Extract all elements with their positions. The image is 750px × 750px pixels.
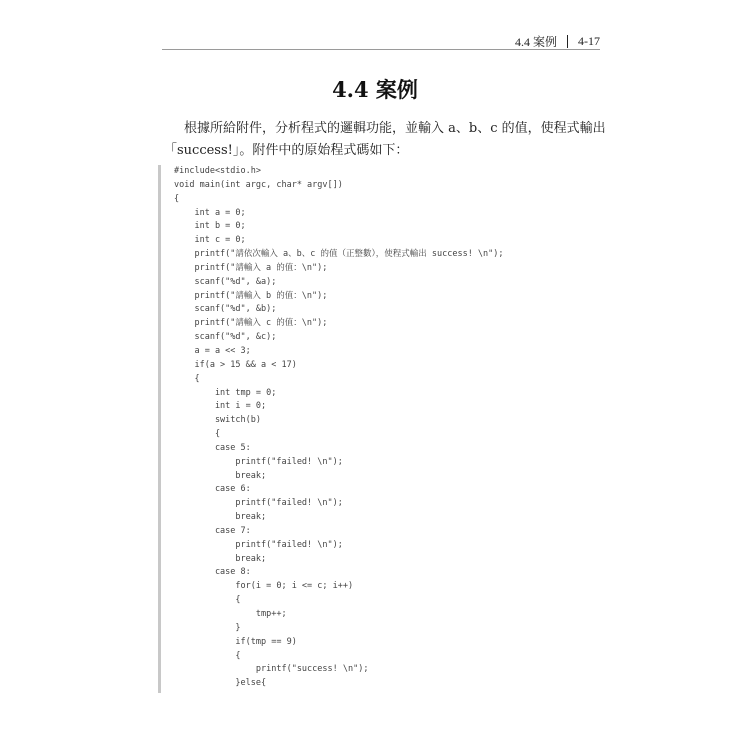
code-line: case 6:: [174, 484, 251, 495]
running-head-separator: [567, 35, 568, 48]
intro-line-1: 根據所給附件，分析程式的邏輯功能，並輸入 a、b、c 的值，使程式輸出: [184, 121, 606, 136]
code-line: {: [174, 193, 180, 204]
code-line: scanf("%d", &c);: [174, 332, 277, 343]
code-line: {: [174, 373, 200, 384]
code-line: case 5:: [174, 442, 251, 453]
header-rule: [162, 49, 600, 50]
code-line: int tmp = 0;: [174, 387, 277, 398]
code-line: printf("failed! \n");: [174, 498, 343, 509]
code-line: int a = 0;: [174, 207, 246, 218]
running-head: [515, 33, 600, 50]
code-line: printf("請輸入 c 的值：\n");: [174, 318, 328, 329]
code-line: for(i = 0; i <= c; i++): [174, 581, 354, 592]
code-line: {: [174, 429, 221, 440]
code-line: scanf("%d", &b);: [174, 304, 277, 315]
code-line: {: [174, 595, 241, 606]
code-line: break;: [174, 470, 267, 481]
intro-line-2: 「success!」。附件中的原始程式碼如下：: [164, 143, 409, 158]
code-line: scanf("%d", &a);: [174, 276, 277, 287]
code-line: {: [174, 650, 241, 661]
code-line: if(tmp == 9): [174, 636, 297, 647]
code-line: tmp++;: [174, 609, 287, 619]
code-line: printf("請輸入 b 的值：\n");: [174, 290, 328, 301]
code-line: a = a << 3;: [174, 345, 251, 356]
intro-paragraph: [164, 118, 608, 162]
code-line: case 8:: [174, 567, 251, 578]
code-line: printf("請輸入 a 的值：\n");: [174, 262, 328, 273]
code-line: }: [174, 622, 241, 633]
code-listing: [158, 165, 608, 693]
code-line: printf("failed! \n");: [174, 539, 343, 550]
code-line: break;: [174, 512, 267, 523]
code-line: }else{: [174, 678, 267, 689]
running-head-section: 4.4 案例: [514, 35, 557, 49]
page-number: 4-17: [578, 34, 600, 48]
code-line: int i = 0;: [174, 401, 267, 412]
code-line: if(a > 15 && a < 17): [174, 359, 297, 370]
code-line: printf("failed! \n");: [174, 456, 343, 467]
code-line: printf("請依次輸入 a、b、c 的值（正整數），使程式輸出 success! \n");: [174, 249, 504, 260]
code-line: int c = 0;: [174, 235, 246, 246]
code-line: switch(b): [174, 415, 261, 426]
section-title: 4.4 案例: [332, 77, 418, 102]
code-line: void main(int argc, char* argv[]): [174, 179, 343, 190]
code-line: int b = 0;: [174, 221, 246, 232]
code-line: break;: [174, 553, 267, 564]
code-line: printf("success! \n");: [174, 664, 369, 675]
code-line: #include<stdio.h>: [174, 166, 261, 176]
code-line: case 7:: [174, 525, 251, 536]
